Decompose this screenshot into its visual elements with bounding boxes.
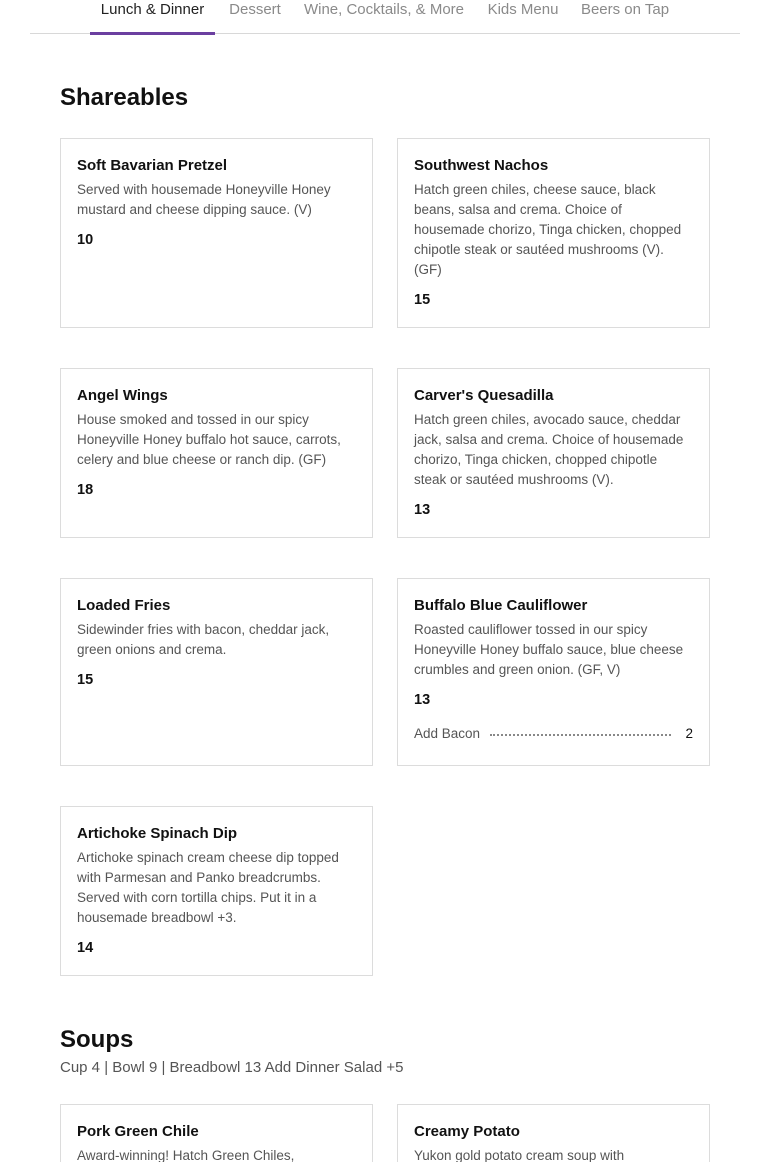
tab-label: Kids Menu: [487, 1, 559, 18]
active-tab-indicator: [90, 32, 215, 35]
section-title-soups: Soups: [60, 1026, 134, 1053]
item-description: Artichoke spinach cream cheese dip topped with Parmesan and Panko breadcrumbs. Served with corn tortilla chips. Put it in a housemade breadbowl +3.: [77, 850, 339, 925]
addon-price: 2: [685, 726, 693, 741]
item-price: 13: [414, 692, 431, 708]
tab-label: Lunch & Dinner: [100, 1, 205, 18]
item-price: 18: [77, 482, 94, 498]
item-name: Soft Bavarian Pretzel: [77, 157, 228, 174]
tab-lunch-dinner[interactable]: [90, 0, 215, 34]
addon-label: Add Bacon: [414, 726, 481, 741]
tab-beers-on-tap[interactable]: [579, 0, 671, 34]
tab-label: Wine, Cocktails, & More: [303, 1, 465, 18]
item-price: 13: [414, 502, 431, 518]
item-description: Award-winning! Hatch Green Chiles,: [77, 1148, 295, 1162]
menu-tabs: [30, 0, 740, 34]
item-name: Buffalo Blue Cauliflower: [414, 597, 588, 614]
item-description: Hatch green chiles, avocado sauce, cheddar jack, salsa and crema. Choice of housemade chorizo, Tinga chicken, chopped chipotle steak or sautéed mushrooms (V).: [414, 412, 684, 487]
item-price: 15: [414, 292, 431, 308]
item-name: Southwest Nachos: [414, 157, 549, 174]
tab-wine-cocktails[interactable]: [302, 0, 466, 34]
section-title-shareables: Shareables: [60, 84, 189, 111]
item-price: 10: [77, 232, 94, 248]
item-name: Angel Wings: [77, 387, 168, 404]
item-description: Yukon gold potato cream soup with: [414, 1148, 625, 1162]
item-name: Artichoke Spinach Dip: [77, 825, 238, 842]
item-description: House smoked and tossed in our spicy Honeyville Honey buffalo hot sauce, carrots, celery and blue cheese or ranch dip. (GF): [77, 412, 341, 467]
tab-dessert[interactable]: [223, 0, 287, 34]
item-price: 15: [77, 672, 94, 688]
menu-item-card[interactable]: [397, 368, 710, 538]
item-price: 14: [77, 940, 94, 956]
menu-item-card[interactable]: [60, 138, 373, 328]
item-description: Roasted cauliflower tossed in our spicy Honeyville Honey buffalo sauce, blue cheese crumbles and green onion. (GF, V): [414, 622, 684, 677]
item-name: Carver's Quesadilla: [414, 387, 554, 404]
item-description: Sidewinder fries with bacon, cheddar jack, green onions and crema.: [77, 622, 330, 657]
item-description: Hatch green chiles, cheese sauce, black beans, salsa and crema. Choice of housemade chorizo, Tinga chicken, chopped chipotle steak or sautéed mushrooms (V). (GF): [414, 182, 682, 277]
tab-label: Dessert: [229, 1, 281, 18]
menu-item-card[interactable]: [397, 138, 710, 328]
tab-kids-menu[interactable]: [485, 0, 561, 34]
section-subtitle-soups: Cup 4 | Bowl 9 | Breadbowl 13 Add Dinner Salad +5: [60, 1059, 404, 1076]
menu-item-card[interactable]: [397, 1104, 710, 1162]
item-description: Served with housemade Honeyville Honey mustard and cheese dipping sauce. (V): [77, 182, 331, 217]
menu-item-card[interactable]: [397, 578, 710, 766]
dotted-leader: [490, 734, 671, 736]
tab-label: Beers on Tap: [580, 1, 670, 18]
menu-item-card[interactable]: [60, 578, 373, 766]
item-name: Pork Green Chile: [77, 1123, 199, 1140]
item-name: Loaded Fries: [77, 597, 171, 614]
menu-item-card[interactable]: [60, 1104, 373, 1162]
addon-row: [414, 726, 693, 741]
menu-item-card[interactable]: [60, 806, 373, 976]
item-name: Creamy Potato: [414, 1123, 520, 1140]
menu-item-card[interactable]: [60, 368, 373, 538]
